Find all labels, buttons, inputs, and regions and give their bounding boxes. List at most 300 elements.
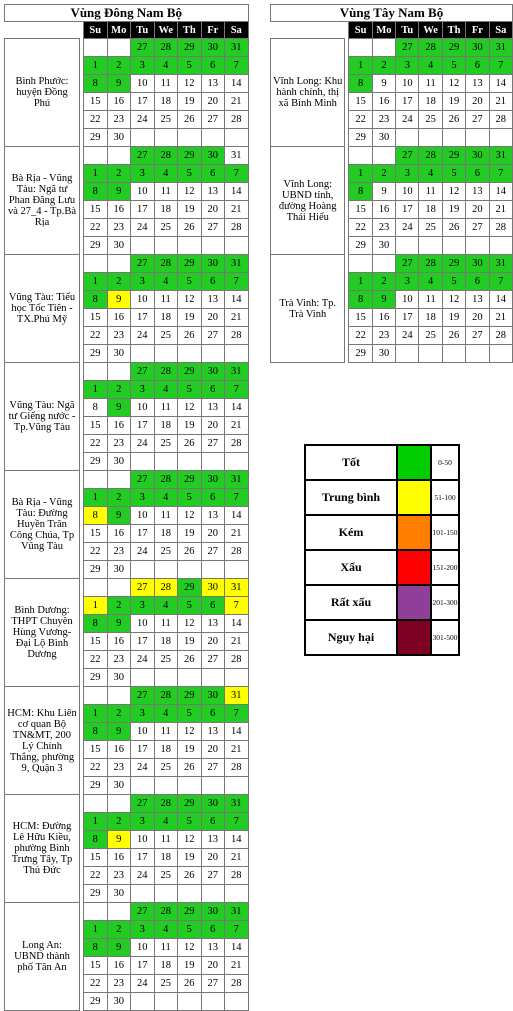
calendar-day-cell <box>396 237 419 255</box>
calendar-day-cell <box>372 39 395 57</box>
calendar-day-cell: 26 <box>178 327 202 345</box>
calendar-day-cell: 23 <box>107 759 131 777</box>
weekday-label: We <box>154 22 178 39</box>
calendar-day-cell: 19 <box>442 309 465 327</box>
calendar-day-cell: 25 <box>419 327 442 345</box>
calendar-day-cell: 29 <box>84 237 108 255</box>
weekday-label: We <box>419 22 442 39</box>
calendar-day-cell: 10 <box>131 183 155 201</box>
calendar-day-cell: 21 <box>489 201 512 219</box>
calendar-day-cell: 2 <box>107 813 131 831</box>
calendar-day-cell: 22 <box>84 219 108 237</box>
calendar-day-cell: 2 <box>107 273 131 291</box>
calendar-day-cell: 2 <box>107 705 131 723</box>
calendar-day-cell: 18 <box>154 957 178 975</box>
calendar-day-cell: 27 <box>131 255 155 273</box>
calendar-week-row <box>271 39 513 57</box>
calendar-day-cell: 18 <box>154 525 178 543</box>
weekday-label: Fr <box>201 22 225 39</box>
calendar-day-cell <box>107 903 131 921</box>
calendar-day-cell <box>201 129 225 147</box>
calendar-day-cell: 13 <box>201 75 225 93</box>
calendar-day-cell: 6 <box>201 705 225 723</box>
calendar-day-cell: 28 <box>225 543 249 561</box>
calendar-day-cell: 28 <box>154 687 178 705</box>
calendar-day-cell: 25 <box>154 651 178 669</box>
calendar-day-cell: 31 <box>225 687 249 705</box>
calendar-day-cell: 11 <box>154 615 178 633</box>
calendar-day-cell: 16 <box>372 93 395 111</box>
calendar-day-cell: 12 <box>178 507 202 525</box>
calendar-day-cell: 13 <box>466 291 489 309</box>
calendar-day-cell: 1 <box>84 273 108 291</box>
calendar-day-cell: 12 <box>442 183 465 201</box>
calendar-day-cell: 30 <box>107 345 131 363</box>
calendar-day-cell: 4 <box>154 381 178 399</box>
calendar-day-cell <box>372 147 395 165</box>
calendar-day-cell: 23 <box>372 111 395 129</box>
calendar-day-cell: 28 <box>225 651 249 669</box>
calendar-day-cell: 14 <box>225 831 249 849</box>
calendar-day-cell: 16 <box>372 201 395 219</box>
calendar-day-cell: 28 <box>154 363 178 381</box>
calendar-week-row <box>5 255 249 273</box>
calendar-day-cell: 1 <box>349 273 372 291</box>
calendar-day-cell: 3 <box>131 165 155 183</box>
calendar-day-cell: 12 <box>178 831 202 849</box>
calendar-day-cell: 14 <box>489 75 512 93</box>
calendar-day-cell: 25 <box>154 219 178 237</box>
calendar-day-cell <box>225 669 249 687</box>
weekday-label: Sa <box>489 22 512 39</box>
calendar-day-cell: 2 <box>107 165 131 183</box>
calendar-day-cell: 8 <box>84 399 108 417</box>
calendar-day-cell: 27 <box>396 255 419 273</box>
legend-color-swatch <box>397 515 431 550</box>
calendar-day-cell: 20 <box>466 93 489 111</box>
calendar-day-cell: 14 <box>225 939 249 957</box>
calendar-day-cell: 22 <box>84 327 108 345</box>
calendar-day-cell: 8 <box>84 507 108 525</box>
calendar-day-cell: 29 <box>84 453 108 471</box>
calendar-day-cell: 18 <box>154 849 178 867</box>
calendar-day-cell: 7 <box>225 57 249 75</box>
calendar-week-row <box>271 147 513 165</box>
calendar-day-cell: 22 <box>84 759 108 777</box>
calendar-day-cell: 14 <box>225 507 249 525</box>
calendar-day-cell: 4 <box>154 165 178 183</box>
calendar-day-cell: 30 <box>466 39 489 57</box>
east-region-title: Vùng Đông Nam Bộ <box>5 5 249 22</box>
calendar-day-cell: 1 <box>84 813 108 831</box>
calendar-day-cell: 27 <box>201 543 225 561</box>
legend-row <box>305 585 459 620</box>
calendar-day-cell: 9 <box>372 75 395 93</box>
calendar-day-cell: 18 <box>154 741 178 759</box>
calendar-day-cell: 11 <box>419 291 442 309</box>
calendar-day-cell: 12 <box>178 723 202 741</box>
calendar-day-cell <box>419 345 442 363</box>
calendar-day-cell <box>201 993 225 1011</box>
calendar-day-cell: 8 <box>84 291 108 309</box>
calendar-day-cell: 18 <box>154 93 178 111</box>
calendar-day-cell: 29 <box>178 579 202 597</box>
calendar-day-cell: 23 <box>107 543 131 561</box>
calendar-day-cell: 29 <box>178 795 202 813</box>
calendar-day-cell: 30 <box>201 579 225 597</box>
calendar-day-cell: 27 <box>201 759 225 777</box>
calendar-day-cell: 25 <box>419 111 442 129</box>
calendar-day-cell: 17 <box>131 849 155 867</box>
calendar-day-cell: 14 <box>225 75 249 93</box>
calendar-day-cell: 14 <box>225 291 249 309</box>
calendar-day-cell: 24 <box>131 435 155 453</box>
calendar-day-cell: 27 <box>466 327 489 345</box>
calendar-day-cell: 21 <box>225 417 249 435</box>
calendar-day-cell <box>178 993 202 1011</box>
calendar-day-cell <box>154 669 178 687</box>
legend-range: 301-500 <box>431 620 459 655</box>
calendar-day-cell <box>489 345 512 363</box>
calendar-day-cell: 1 <box>84 381 108 399</box>
calendar-day-cell <box>178 777 202 795</box>
calendar-day-cell: 15 <box>349 201 372 219</box>
calendar-day-cell: 20 <box>201 741 225 759</box>
calendar-day-cell: 7 <box>225 489 249 507</box>
calendar-day-cell: 30 <box>201 255 225 273</box>
calendar-day-cell: 30 <box>201 39 225 57</box>
calendar-day-cell: 23 <box>107 111 131 129</box>
station-name: Trà Vinh: Tp. Trà Vinh <box>271 255 345 363</box>
calendar-day-cell: 22 <box>84 651 108 669</box>
calendar-day-cell <box>84 39 108 57</box>
calendar-day-cell: 27 <box>396 147 419 165</box>
station-name: Vĩnh Long: Khu hành chính, thị xã Bình Minh <box>271 39 345 147</box>
calendar-day-cell <box>466 345 489 363</box>
calendar-day-cell: 12 <box>442 291 465 309</box>
header-spacer <box>271 22 345 39</box>
calendar-day-cell: 2 <box>107 381 131 399</box>
calendar-day-cell: 19 <box>442 93 465 111</box>
calendar-day-cell: 29 <box>178 255 202 273</box>
calendar-day-cell: 28 <box>489 111 512 129</box>
calendar-day-cell: 5 <box>178 597 202 615</box>
calendar-day-cell: 10 <box>131 615 155 633</box>
calendar-day-cell <box>84 579 108 597</box>
legend-range: 201-300 <box>431 585 459 620</box>
legend-range: 151-200 <box>431 550 459 585</box>
calendar-day-cell: 27 <box>201 975 225 993</box>
calendar-day-cell: 11 <box>419 183 442 201</box>
calendar-day-cell: 14 <box>225 399 249 417</box>
calendar-day-cell: 24 <box>131 759 155 777</box>
calendar-day-cell: 30 <box>466 255 489 273</box>
calendar-day-cell <box>201 453 225 471</box>
calendar-day-cell: 13 <box>201 507 225 525</box>
calendar-day-cell: 3 <box>131 273 155 291</box>
calendar-day-cell: 30 <box>201 471 225 489</box>
calendar-day-cell: 3 <box>131 813 155 831</box>
calendar-day-cell: 22 <box>349 111 372 129</box>
calendar-day-cell: 12 <box>178 183 202 201</box>
calendar-day-cell: 9 <box>107 507 131 525</box>
calendar-day-cell: 30 <box>107 453 131 471</box>
calendar-day-cell <box>489 237 512 255</box>
calendar-day-cell: 31 <box>225 255 249 273</box>
calendar-day-cell: 15 <box>84 957 108 975</box>
weekday-label: Th <box>442 22 465 39</box>
calendar-day-cell: 13 <box>201 399 225 417</box>
calendar-day-cell: 23 <box>107 327 131 345</box>
calendar-day-cell: 30 <box>107 129 131 147</box>
calendar-day-cell <box>178 885 202 903</box>
calendar-day-cell: 31 <box>225 795 249 813</box>
calendar-day-cell <box>131 669 155 687</box>
calendar-day-cell: 16 <box>107 849 131 867</box>
calendar-day-cell: 22 <box>84 111 108 129</box>
calendar-day-cell: 17 <box>131 201 155 219</box>
calendar-day-cell: 31 <box>489 255 512 273</box>
legend-label: Xấu <box>305 550 397 585</box>
calendar-day-cell: 12 <box>178 939 202 957</box>
calendar-day-cell <box>131 993 155 1011</box>
calendar-day-cell: 8 <box>349 291 372 309</box>
calendar-day-cell <box>442 237 465 255</box>
calendar-day-cell: 20 <box>201 849 225 867</box>
station-name: Bình Dương: THPT Chuyên Hùng Vương- Đại Lộ Bình Dương <box>5 579 80 687</box>
weekday-label: Mo <box>107 22 131 39</box>
calendar-day-cell <box>419 237 442 255</box>
calendar-day-cell: 29 <box>178 471 202 489</box>
calendar-day-cell: 23 <box>107 975 131 993</box>
calendar-day-cell <box>225 129 249 147</box>
calendar-day-cell: 23 <box>107 651 131 669</box>
calendar-day-cell: 7 <box>225 165 249 183</box>
calendar-day-cell: 27 <box>201 651 225 669</box>
calendar-day-cell <box>131 237 155 255</box>
calendar-day-cell: 28 <box>154 255 178 273</box>
calendar-day-cell <box>225 561 249 579</box>
calendar-day-cell <box>372 255 395 273</box>
calendar-day-cell: 8 <box>84 75 108 93</box>
calendar-day-cell: 14 <box>225 615 249 633</box>
calendar-day-cell: 11 <box>154 183 178 201</box>
calendar-day-cell: 28 <box>419 255 442 273</box>
calendar-day-cell: 15 <box>84 633 108 651</box>
calendar-day-cell: 13 <box>201 183 225 201</box>
calendar-day-cell: 13 <box>466 75 489 93</box>
calendar-day-cell: 2 <box>107 921 131 939</box>
station-name: Bà Rịa - Vũng Tàu: Đường Huyền Trân Công Chúa, Tp Vũng Tàu <box>5 471 80 579</box>
calendar-day-cell: 27 <box>201 867 225 885</box>
calendar-day-cell: 26 <box>178 435 202 453</box>
calendar-day-cell: 1 <box>84 597 108 615</box>
calendar-day-cell <box>84 147 108 165</box>
west-weekday-header <box>271 22 513 39</box>
weekday-label: Su <box>84 22 108 39</box>
station-name: Vũng Tàu: Tiểu học Tốc Tiên - TX.Phú Mỹ <box>5 255 80 363</box>
calendar-day-cell <box>178 237 202 255</box>
calendar-day-cell: 17 <box>131 633 155 651</box>
calendar-day-cell: 3 <box>396 273 419 291</box>
calendar-week-row <box>5 39 249 57</box>
calendar-day-cell: 12 <box>178 399 202 417</box>
calendar-day-cell: 26 <box>442 111 465 129</box>
calendar-day-cell: 3 <box>131 705 155 723</box>
calendar-day-cell: 2 <box>372 57 395 75</box>
calendar-day-cell <box>154 345 178 363</box>
legend-color-swatch <box>397 445 431 480</box>
calendar-day-cell: 25 <box>154 435 178 453</box>
weekday-label: Fr <box>466 22 489 39</box>
calendar-day-cell: 31 <box>489 147 512 165</box>
calendar-day-cell <box>349 255 372 273</box>
calendar-day-cell: 11 <box>154 399 178 417</box>
calendar-day-cell: 15 <box>84 309 108 327</box>
calendar-day-cell: 28 <box>154 579 178 597</box>
calendar-day-cell: 5 <box>178 381 202 399</box>
calendar-day-cell: 4 <box>419 57 442 75</box>
calendar-day-cell: 24 <box>131 867 155 885</box>
calendar-day-cell: 23 <box>372 327 395 345</box>
calendar-day-cell <box>178 453 202 471</box>
calendar-day-cell: 24 <box>131 111 155 129</box>
calendar-day-cell: 28 <box>225 327 249 345</box>
calendar-day-cell <box>178 669 202 687</box>
calendar-day-cell: 5 <box>442 273 465 291</box>
calendar-day-cell: 27 <box>466 219 489 237</box>
calendar-day-cell: 29 <box>84 345 108 363</box>
calendar-day-cell <box>84 795 108 813</box>
calendar-day-cell: 8 <box>84 831 108 849</box>
station-name: HCM: Đường Lê Hữu Kiều, phường Bình Trưng Tây, Tp Thủ Đức <box>5 795 80 903</box>
calendar-day-cell: 30 <box>466 147 489 165</box>
calendar-day-cell: 9 <box>107 939 131 957</box>
calendar-week-row <box>5 471 249 489</box>
header-spacer <box>5 22 80 39</box>
calendar-day-cell: 12 <box>178 75 202 93</box>
calendar-day-cell: 17 <box>396 201 419 219</box>
calendar-day-cell <box>201 561 225 579</box>
calendar-day-cell: 30 <box>372 129 395 147</box>
calendar-day-cell: 28 <box>225 975 249 993</box>
calendar-day-cell: 29 <box>442 39 465 57</box>
calendar-day-cell: 16 <box>107 417 131 435</box>
calendar-day-cell: 30 <box>201 363 225 381</box>
calendar-day-cell: 27 <box>201 327 225 345</box>
calendar-day-cell: 5 <box>178 489 202 507</box>
calendar-day-cell: 28 <box>225 759 249 777</box>
calendar-week-row <box>5 147 249 165</box>
calendar-week-row <box>5 903 249 921</box>
calendar-day-cell: 1 <box>84 57 108 75</box>
calendar-day-cell: 6 <box>201 165 225 183</box>
calendar-day-cell <box>225 777 249 795</box>
calendar-day-cell: 13 <box>201 723 225 741</box>
calendar-day-cell: 11 <box>154 75 178 93</box>
calendar-day-cell: 3 <box>131 489 155 507</box>
calendar-day-cell: 19 <box>178 849 202 867</box>
calendar-day-cell <box>84 471 108 489</box>
calendar-day-cell: 18 <box>419 201 442 219</box>
calendar-day-cell: 30 <box>107 993 131 1011</box>
calendar-day-cell: 28 <box>154 147 178 165</box>
calendar-day-cell: 5 <box>178 57 202 75</box>
calendar-day-cell: 19 <box>178 525 202 543</box>
calendar-day-cell: 7 <box>225 813 249 831</box>
calendar-day-cell: 29 <box>178 903 202 921</box>
calendar-day-cell: 6 <box>201 921 225 939</box>
calendar-day-cell: 13 <box>201 615 225 633</box>
calendar-day-cell <box>349 39 372 57</box>
calendar-day-cell: 9 <box>107 183 131 201</box>
calendar-day-cell: 7 <box>489 165 512 183</box>
calendar-day-cell: 13 <box>466 183 489 201</box>
calendar-day-cell: 26 <box>178 975 202 993</box>
calendar-day-cell: 6 <box>201 381 225 399</box>
calendar-day-cell: 19 <box>442 201 465 219</box>
calendar-day-cell: 1 <box>84 705 108 723</box>
calendar-day-cell: 12 <box>178 291 202 309</box>
calendar-day-cell: 20 <box>466 309 489 327</box>
calendar-day-cell: 27 <box>466 111 489 129</box>
calendar-day-cell <box>131 129 155 147</box>
calendar-day-cell: 31 <box>489 39 512 57</box>
calendar-day-cell: 24 <box>131 651 155 669</box>
calendar-day-cell: 25 <box>154 759 178 777</box>
calendar-day-cell: 10 <box>131 831 155 849</box>
calendar-day-cell <box>178 345 202 363</box>
weekday-label: Sa <box>225 22 249 39</box>
calendar-day-cell: 11 <box>154 939 178 957</box>
calendar-day-cell: 6 <box>466 273 489 291</box>
calendar-day-cell: 13 <box>201 291 225 309</box>
calendar-day-cell: 7 <box>225 705 249 723</box>
legend-range: 0-50 <box>431 445 459 480</box>
calendar-day-cell: 14 <box>489 183 512 201</box>
calendar-day-cell: 6 <box>466 165 489 183</box>
calendar-day-cell: 28 <box>489 219 512 237</box>
calendar-day-cell: 30 <box>372 345 395 363</box>
calendar-day-cell: 8 <box>84 183 108 201</box>
calendar-day-cell: 2 <box>372 165 395 183</box>
calendar-day-cell <box>84 903 108 921</box>
calendar-day-cell: 20 <box>201 633 225 651</box>
calendar-day-cell: 21 <box>225 93 249 111</box>
calendar-day-cell: 30 <box>201 147 225 165</box>
calendar-day-cell: 18 <box>154 633 178 651</box>
station-name: Vĩnh Long: UBND tỉnh, đường Hoàng Thái Hiếu <box>271 147 345 255</box>
calendar-day-cell: 17 <box>131 417 155 435</box>
legend-color-swatch <box>397 585 431 620</box>
calendar-day-cell: 27 <box>131 687 155 705</box>
calendar-day-cell: 21 <box>225 849 249 867</box>
calendar-day-cell: 24 <box>396 111 419 129</box>
calendar-day-cell: 27 <box>131 579 155 597</box>
calendar-day-cell: 10 <box>396 291 419 309</box>
legend-label: Rất xấu <box>305 585 397 620</box>
calendar-day-cell: 18 <box>419 93 442 111</box>
calendar-day-cell: 13 <box>201 939 225 957</box>
calendar-day-cell: 27 <box>131 147 155 165</box>
calendar-day-cell: 21 <box>225 525 249 543</box>
calendar-day-cell: 29 <box>84 129 108 147</box>
calendar-day-cell: 27 <box>131 903 155 921</box>
calendar-day-cell <box>201 345 225 363</box>
calendar-day-cell: 26 <box>178 111 202 129</box>
calendar-day-cell: 16 <box>107 201 131 219</box>
calendar-day-cell: 17 <box>131 741 155 759</box>
